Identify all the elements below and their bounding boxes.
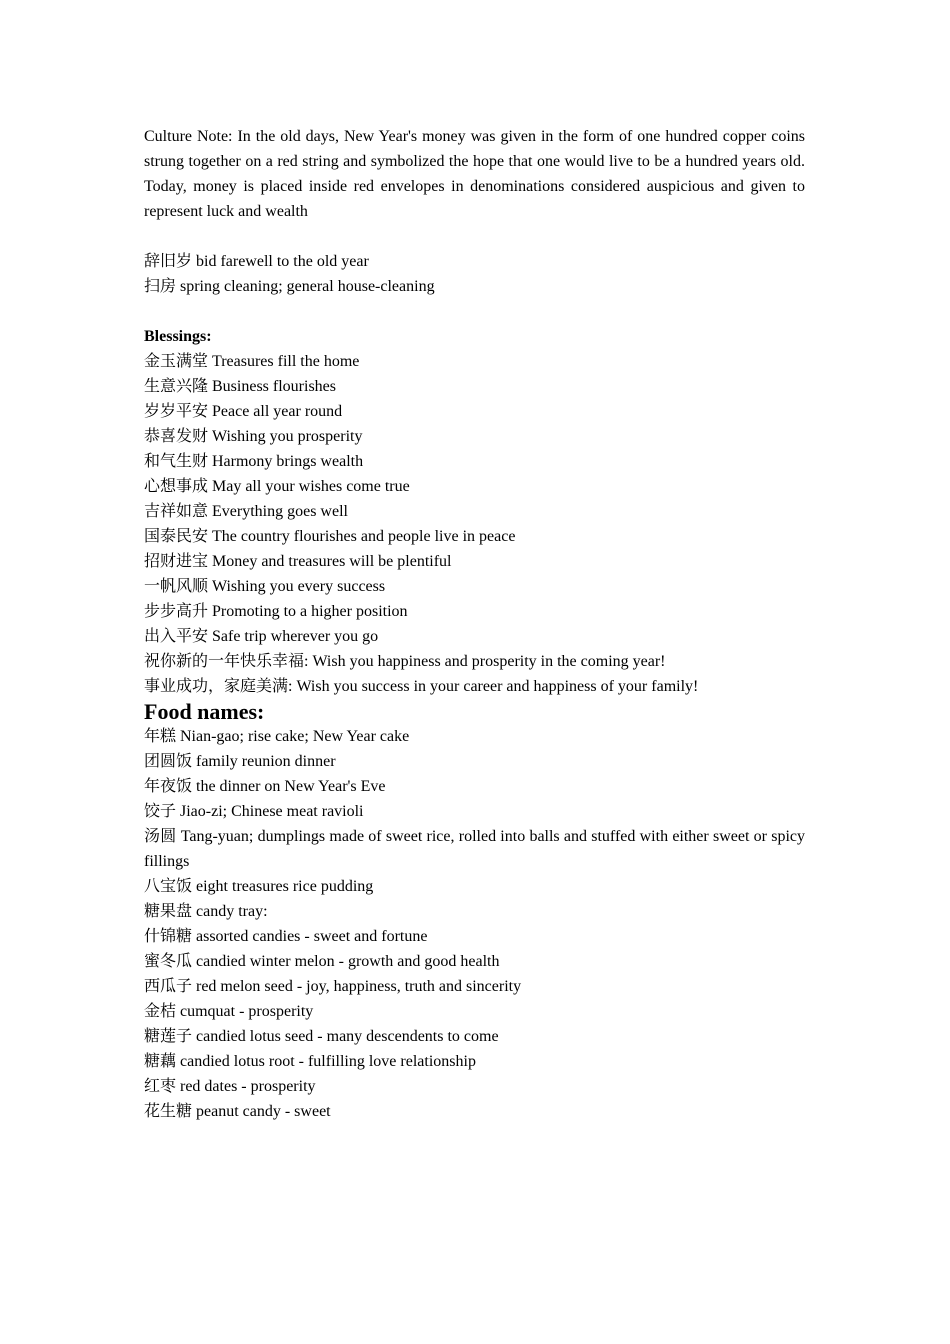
food-item: 年糕 Nian-gao; rise cake; New Year cake <box>144 728 410 745</box>
food-item: 团圆饭 family reunion dinner <box>144 753 336 770</box>
phrase-line: 辞旧岁 bid farewell to the old year <box>144 253 369 270</box>
food-item: 红枣 red dates - prosperity <box>144 1078 316 1095</box>
blessing-item: 国泰民安 The country flourishes and people live in peace <box>144 528 516 545</box>
food-item: 蜜冬瓜 candied winter melon - growth and good health <box>144 953 500 970</box>
food-item: 糖果盘 candy tray: <box>144 903 268 920</box>
food-item: 金桔 cumquat - prosperity <box>144 1003 314 1020</box>
blessing-item: 恭喜发财 Wishing you prosperity <box>144 428 363 445</box>
blessings-list <box>144 349 805 699</box>
food-item: 西瓜子 red melon seed - joy, happiness, truth and sincerity <box>144 978 522 995</box>
food-item: 八宝饭 eight treasures rice pudding <box>144 878 374 895</box>
blessing-item: 招财进宝 Money and treasures will be plentiful <box>144 553 452 570</box>
food-item: 饺子 Jiao-zi; Chinese meat ravioli <box>144 803 364 820</box>
food-item: 年夜饭 the dinner on New Year's Eve <box>144 778 386 795</box>
blessing-item: 步步高升 Promoting to a higher position <box>144 603 408 620</box>
blessing-item: 和气生财 Harmony brings wealth <box>144 453 364 470</box>
blessing-item: 祝你新的一年快乐幸福: Wish you happiness and prosperity in the coming year! <box>144 653 666 670</box>
blessing-item: 出入平安 Safe trip wherever you go <box>144 628 379 645</box>
blessing-item: 生意兴隆 Business flourishes <box>144 378 337 395</box>
food-item: 什锦糖 assorted candies - sweet and fortune <box>144 928 428 945</box>
blessing-item: 事业成功，家庭美满: Wish you success in your career and happiness of your family! <box>144 678 699 695</box>
food-list <box>144 724 805 1124</box>
spacer <box>144 299 805 324</box>
blessing-item: 一帆风顺 Wishing you every success <box>144 578 386 595</box>
blessings-heading: Blessings: <box>144 328 212 345</box>
spacer <box>144 224 805 249</box>
blessing-item: 金玉满堂 Treasures fill the home <box>144 353 360 370</box>
food-item: 花生糖 peanut candy - sweet <box>144 1103 331 1120</box>
food-item: 糖莲子 candied lotus seed - many descendents to come <box>144 1028 499 1045</box>
culture-note: Culture Note: In the old days, New Year's money was given in the form of one hundred copper coins strung together on a red string and symbolized the hope that one would live to be a hundred years old. Today, money is placed inside red envelopes in denominations considered auspicious and given to represent luck and wealth <box>144 128 805 220</box>
food-item: 汤圆 Tang-yuan; dumplings made of sweet rice, rolled into balls and stuffed with either sweet or spicy fillings <box>144 828 805 870</box>
food-names-heading: Food names: <box>144 699 265 724</box>
blessing-item: 吉祥如意 Everything goes well <box>144 503 348 520</box>
blessing-item: 心想事成 May all your wishes come true <box>144 478 410 495</box>
document-page <box>144 124 805 1124</box>
food-item: 糖藕 candied lotus root - fulfilling love relationship <box>144 1053 476 1070</box>
blessing-item: 岁岁平安 Peace all year round <box>144 403 343 420</box>
phrase-line: 扫房 spring cleaning; general house-cleaning <box>144 278 435 295</box>
